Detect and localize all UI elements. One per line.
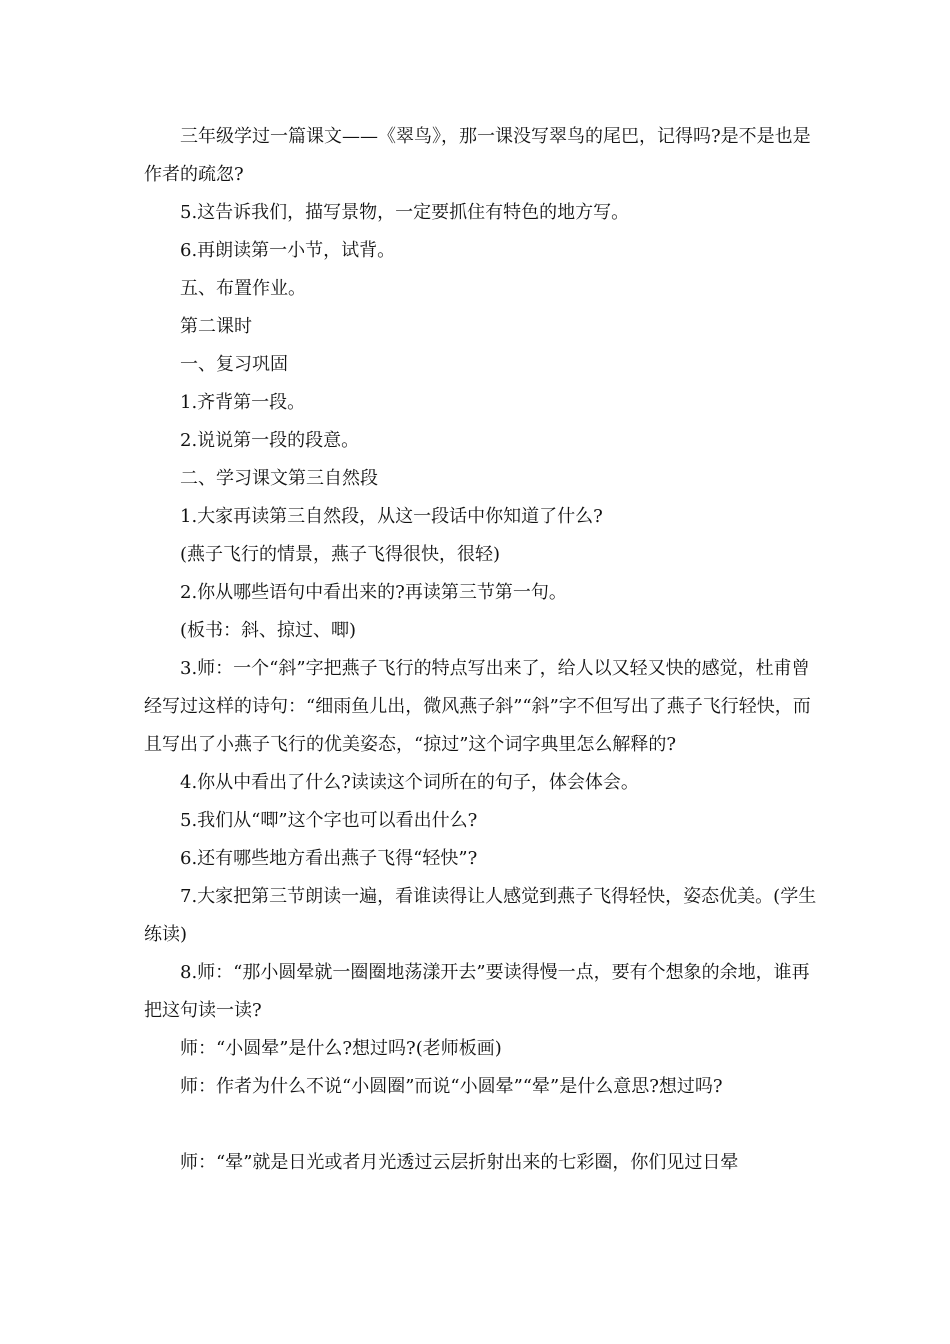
paragraph: 8.师：“那小圆晕就一圈圈地荡漾开去”要读得慢一点，要有个想象的余地，谁再把这句读一读?: [144, 962, 810, 1021]
paragraph: 6.再朗读第一小节，试背。: [180, 240, 396, 261]
paragraph: 二、学习课文第三自然段: [180, 468, 378, 489]
paragraph: 一、复习巩固: [180, 354, 288, 375]
paragraph: 5.这告诉我们，描写景物，一定要抓住有特色的地方写。: [180, 202, 630, 223]
paragraph: (燕子飞行的情景，燕子飞得很快，很轻): [180, 544, 501, 565]
paragraph: 2.你从哪些语句中看出来的?再读第三节第一句。: [180, 582, 567, 603]
paragraph: 4.你从中看出了什么?读读这个词所在的句子，体会体会。: [180, 772, 639, 793]
paragraph: 3.师：一个“斜”字把燕子飞行的特点写出来了，给人以又轻又快的感觉，杜甫曾经写过这样的诗句：“细雨鱼儿出，微风燕子斜”“斜”字不但写出了燕子飞行轻快，而且写出了小燕子飞行的优美姿态，“掠过”这个词字典里怎么解释的?: [144, 658, 811, 755]
paragraph: 6.还有哪些地方看出燕子飞得“轻快”?: [180, 848, 478, 869]
paragraph: 三年级学过一篇课文——《翠鸟》，那一课没写翠鸟的尾巴，记得吗?是不是也是作者的疏忽?: [144, 126, 811, 185]
paragraph: 2.说说第一段的段意。: [180, 430, 360, 451]
paragraph: 1.齐背第一段。: [180, 392, 306, 413]
paragraph: 1.大家再读第三自然段，从这一段话中你知道了什么?: [180, 506, 603, 527]
paragraph: 师：“小圆晕”是什么?想过吗?(老师板画): [180, 1038, 502, 1059]
section-heading: 第二课时: [180, 316, 252, 337]
paragraph: 5.我们从“唧”这个字也可以看出什么?: [180, 810, 478, 831]
blank-line: [144, 1106, 824, 1144]
paragraph: (板书：斜、掠过、唧): [180, 620, 357, 641]
paragraph: 师：作者为什么不说“小圆圈”而说“小圆晕”“晕”是什么意思?想过吗?: [180, 1076, 723, 1097]
paragraph: 五、布置作业。: [180, 278, 306, 299]
document-body: [144, 118, 824, 1182]
paragraph: 7.大家把第三节朗读一遍，看谁读得让人感觉到燕子飞得轻快，姿态优美。(学生练读): [144, 886, 817, 945]
paragraph: 师：“晕”就是日光或者月光透过云层折射出来的七彩圈，你们见过日晕: [180, 1152, 739, 1173]
